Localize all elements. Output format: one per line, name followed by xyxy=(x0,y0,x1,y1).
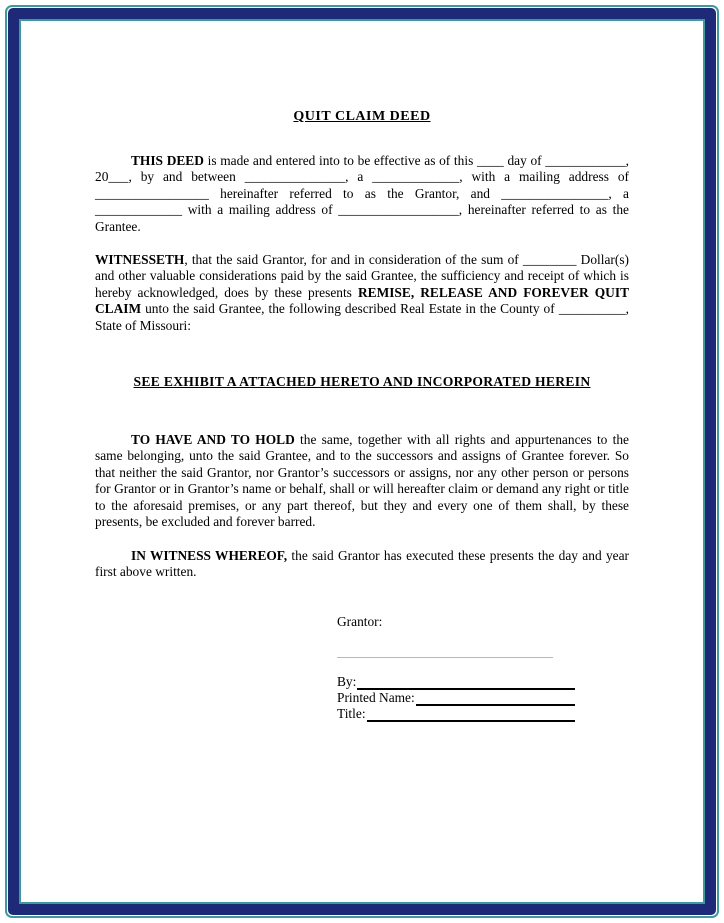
paragraph-this-deed xyxy=(95,153,629,235)
by-label: By: xyxy=(337,674,357,690)
document-border-navy xyxy=(8,8,716,915)
document-page xyxy=(21,21,703,902)
grantor-signature-line xyxy=(337,657,553,658)
paragraph-witnesseth-lead: WITNESSETH xyxy=(95,252,185,268)
paragraph-in-witness-whereof xyxy=(95,548,629,581)
exhibit-heading: SEE EXHIBIT A ATTACHED HERETO AND INCORPORATED HEREIN xyxy=(133,374,591,390)
paragraph-witnesseth-body-2: unto the said Grantee, the following described Real Estate in the County of __________, State of Missouri: xyxy=(95,301,629,333)
paragraph-witness-body: the said Grantor has executed these presents the day and year first above written. xyxy=(95,547,629,579)
paragraph-to-have-lead: TO HAVE AND TO HOLD xyxy=(131,432,295,448)
title-row xyxy=(337,706,575,722)
printed-name-label: Printed Name: xyxy=(337,690,415,706)
signature-block xyxy=(337,614,575,722)
title-fill-line xyxy=(367,708,575,722)
by-fill-line xyxy=(357,676,575,690)
document-border-teal-inner xyxy=(19,19,705,904)
paragraph-this-deed-body: is made and entered into to be effective as of this ____ day of ____________, 20___, by and between _______________, a _____________, with a mailing address of _________________ hereinafter referred to as the Grantor, and ________________, a _____________ with a mailing address of __________________, hereinafter referred to as the Grantee. xyxy=(95,153,630,234)
document-title: QUIT CLAIM DEED xyxy=(293,109,431,124)
title-label: Title: xyxy=(337,706,366,722)
printed-name-row xyxy=(337,690,575,706)
document-border-teal-outer xyxy=(5,5,719,918)
paragraph-to-have-body: the same, together with all rights and appurtenances to the same belonging, unto the said Grantee, and to the successors and assigns of Grantee forever. So that neither the said Grantor, nor Grantor’s successors or assigns, nor any other person or persons for Grantor or in Grantor’s name or behalf, shall or will hereafter claim or demand any right or title to the aforesaid premises, or any part thereof, but they and every one of them shall, by these presents, be excluded and forever barred. xyxy=(95,432,629,530)
paragraph-to-have-and-to-hold xyxy=(95,432,629,530)
grantor-label: Grantor: xyxy=(337,614,383,630)
paragraph-witnesseth-body-1: , that the said Grantor, for and in consideration of the sum of ________ Dollar(s) and other valuable considerations paid by the said Grantee, the sufficiency and receipt of which is hereby acknowledged, does by these presents xyxy=(95,252,629,300)
paragraph-this-deed-lead: THIS DEED xyxy=(131,153,204,168)
printed-name-fill-line xyxy=(416,692,575,706)
paragraph-witness-lead: IN WITNESS WHEREOF, xyxy=(131,547,288,563)
by-row xyxy=(337,674,575,690)
paragraph-witnesseth xyxy=(95,252,629,334)
paragraph-witnesseth-remise-clause: REMISE, RELEASE AND FOREVER QUIT CLAIM xyxy=(95,284,629,317)
